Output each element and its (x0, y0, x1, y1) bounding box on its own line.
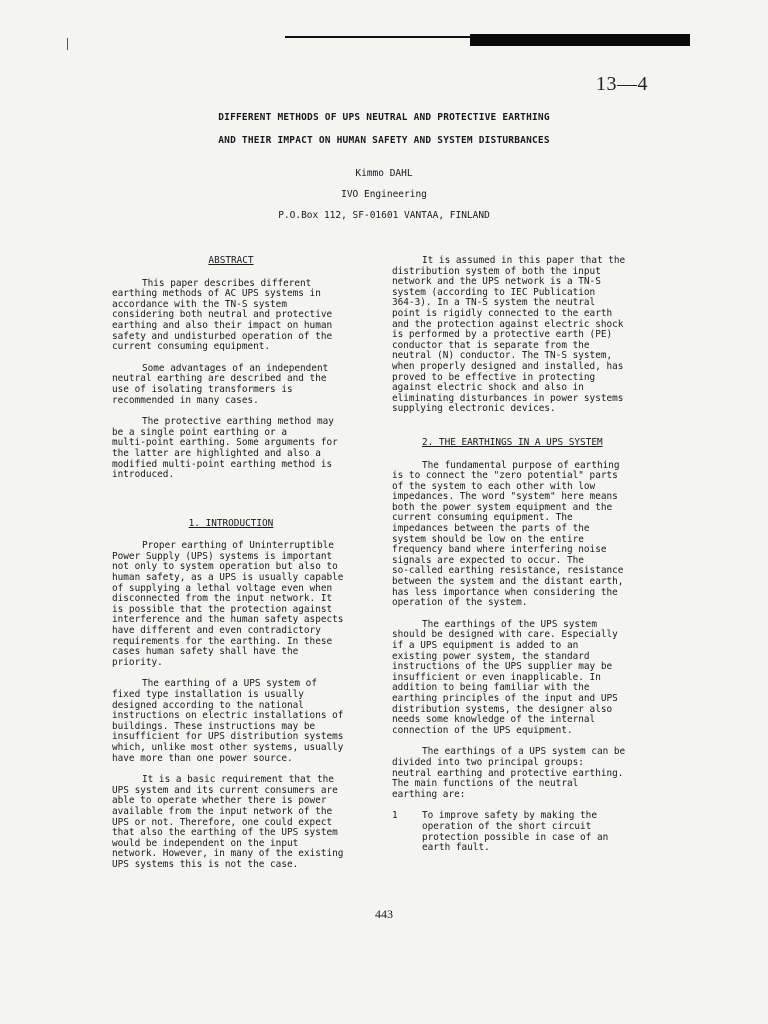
page-code: 13—4 (596, 73, 648, 95)
list-item (392, 811, 644, 853)
right-paragraph-1: It is assumed in this paper that the distribution system of both the input network and the UPS network is a TN-S system (according to IEC Publication 364-3). In a TN-S system the neutral point is rigidly connected to the earth and the protection against electric shock is performed by a protective earth (PE) conductor that is separate from the neutral (N) conductor. The TN-S system, when properly designed and installed, has proved to be effective in protecting against electric shock and also in eliminating disturbances in power systems supplying electronic devices. (392, 255, 626, 415)
introduction-paragraph-3: It is a basic requirement that the UPS system and its current consumers are able to operate whether there is power available from the input network of the UPS or not. Therefore, one could expect that also the earthing of the UPS system would be independent on the input network. However, in many of the existing UPS systems this is not the case. (112, 774, 344, 870)
paper-title-line1: DIFFERENT METHODS OF UPS NEUTRAL AND PROTECTIVE EARTHING (218, 112, 550, 123)
introduction-heading: 1. INTRODUCTION (188, 517, 274, 529)
margin-mark (67, 38, 68, 50)
abstract-paragraph-1: This paper describes different earthing methods of AC UPS systems in accordance with the TN-S system considering both neutral and protective earthing and also their impact on human safety and undisturbed operation of the current consuming equipment. (112, 277, 333, 353)
paper-title-line2: AND THEIR IMPACT ON HUMAN SAFETY AND SYSTEM DISTURBANCES (218, 135, 550, 146)
section-2-heading: 2. THE EARTHINGS IN A UPS SYSTEM (422, 436, 603, 448)
address: P.O.Box 112, SF-01601 VANTAA, FINLAND (278, 210, 490, 221)
introduction-paragraph-1: Proper earthing of Uninterruptible Power Supply (UPS) systems is important not only to system operation but also to human safety, as a UPS is usually capable of supplying a lethal voltage even when disconnected from the input network. It is possible that the protection against interference and the human safety aspects have different and even contradictory requirements for the earthing. In these cases human safety shall have the priority. (112, 540, 344, 668)
abstract-heading: ABSTRACT (208, 255, 254, 266)
author: Kimmo DAHL (355, 168, 413, 179)
section-2-paragraph-1: The fundamental purpose of earthing is to connect the "zero potential" parts of the system to each other with low impedances. The word "system" here means both the power system equipment and the current consuming equipment. The impedances between the parts of the system should be low on the entire frequency band where interfering noise signals are expected to occur. The so-called earthing resistance, resistance between the system and the distant earth, has less importance when considering the operation of the system. (392, 459, 624, 609)
section-2-paragraph-2: The earthings of the UPS system should be designed with care. Especially if a UPS equipment is added to an existing power system, the standard instructions of the UPS supplier may be insufficient or even inapplicable. In addition to being familiar with the earthing principles of the input and UPS distribution systems, the designer also needs some knowledge of the internal connection of the UPS equipment. (392, 618, 618, 736)
introduction-paragraph-2: The earthing of a UPS system of fixed type installation is usually designed according to the national instructions on electric installations of buildings. These instructions may be insufficient for UPS distribution systems which, unlike most other systems, usually have more than one power source. (112, 678, 344, 764)
affiliation: IVO Engineering (341, 189, 427, 200)
list-item-number: 1 (392, 810, 398, 822)
right-column (392, 256, 644, 854)
abstract-paragraph-3: The protective earthing method may be a single point earthing or a multi-point earthing. Some arguments for the latter are highlighted and also a modified multi-point earthing method is introduced. (112, 416, 338, 481)
list-item-text: To improve safety by making the operation of the short circuit protection possible in case of an earth fault. (422, 810, 609, 854)
left-column (112, 256, 350, 882)
page-number: 443 (375, 907, 393, 921)
abstract-paragraph-2: Some advantages of an independent neutral earthing are described and the use of isolating transformers is recommended in many cases. (112, 362, 329, 406)
section-2-paragraph-3: The earthings of a UPS system can be divided into two principal groups: neutral earthing and protective earthing. The main functions of the neutral earthing are: (392, 746, 626, 800)
header-rule (285, 33, 690, 47)
